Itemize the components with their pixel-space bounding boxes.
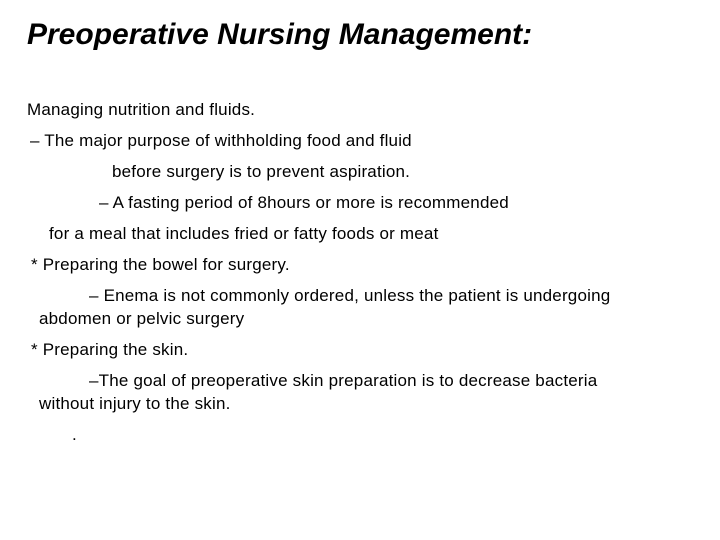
body-line: – Enema is not commonly ordered, unless the patient is undergoing: [89, 286, 611, 305]
body-line: .: [72, 425, 77, 444]
slide-title: Preoperative Nursing Management:: [27, 18, 533, 51]
body-line: before surgery is to prevent aspiration.: [112, 162, 411, 181]
body-line: Managing nutrition and fluids.: [27, 100, 256, 119]
body-line: – The major purpose of withholding food and fluid: [30, 131, 412, 150]
body-line: –The goal of preoperative skin preparation is to decrease bacteria: [89, 371, 598, 390]
body-line: abdomen or pelvic surgery: [39, 309, 245, 328]
body-line: * Preparing the bowel for surgery.: [31, 255, 290, 274]
body-line: without injury to the skin.: [39, 394, 231, 413]
body-line: for a meal that includes fried or fatty foods or meat: [49, 224, 439, 243]
body-line: – A fasting period of 8hours or more is recommended: [99, 193, 509, 212]
body-line: * Preparing the skin.: [31, 340, 189, 359]
